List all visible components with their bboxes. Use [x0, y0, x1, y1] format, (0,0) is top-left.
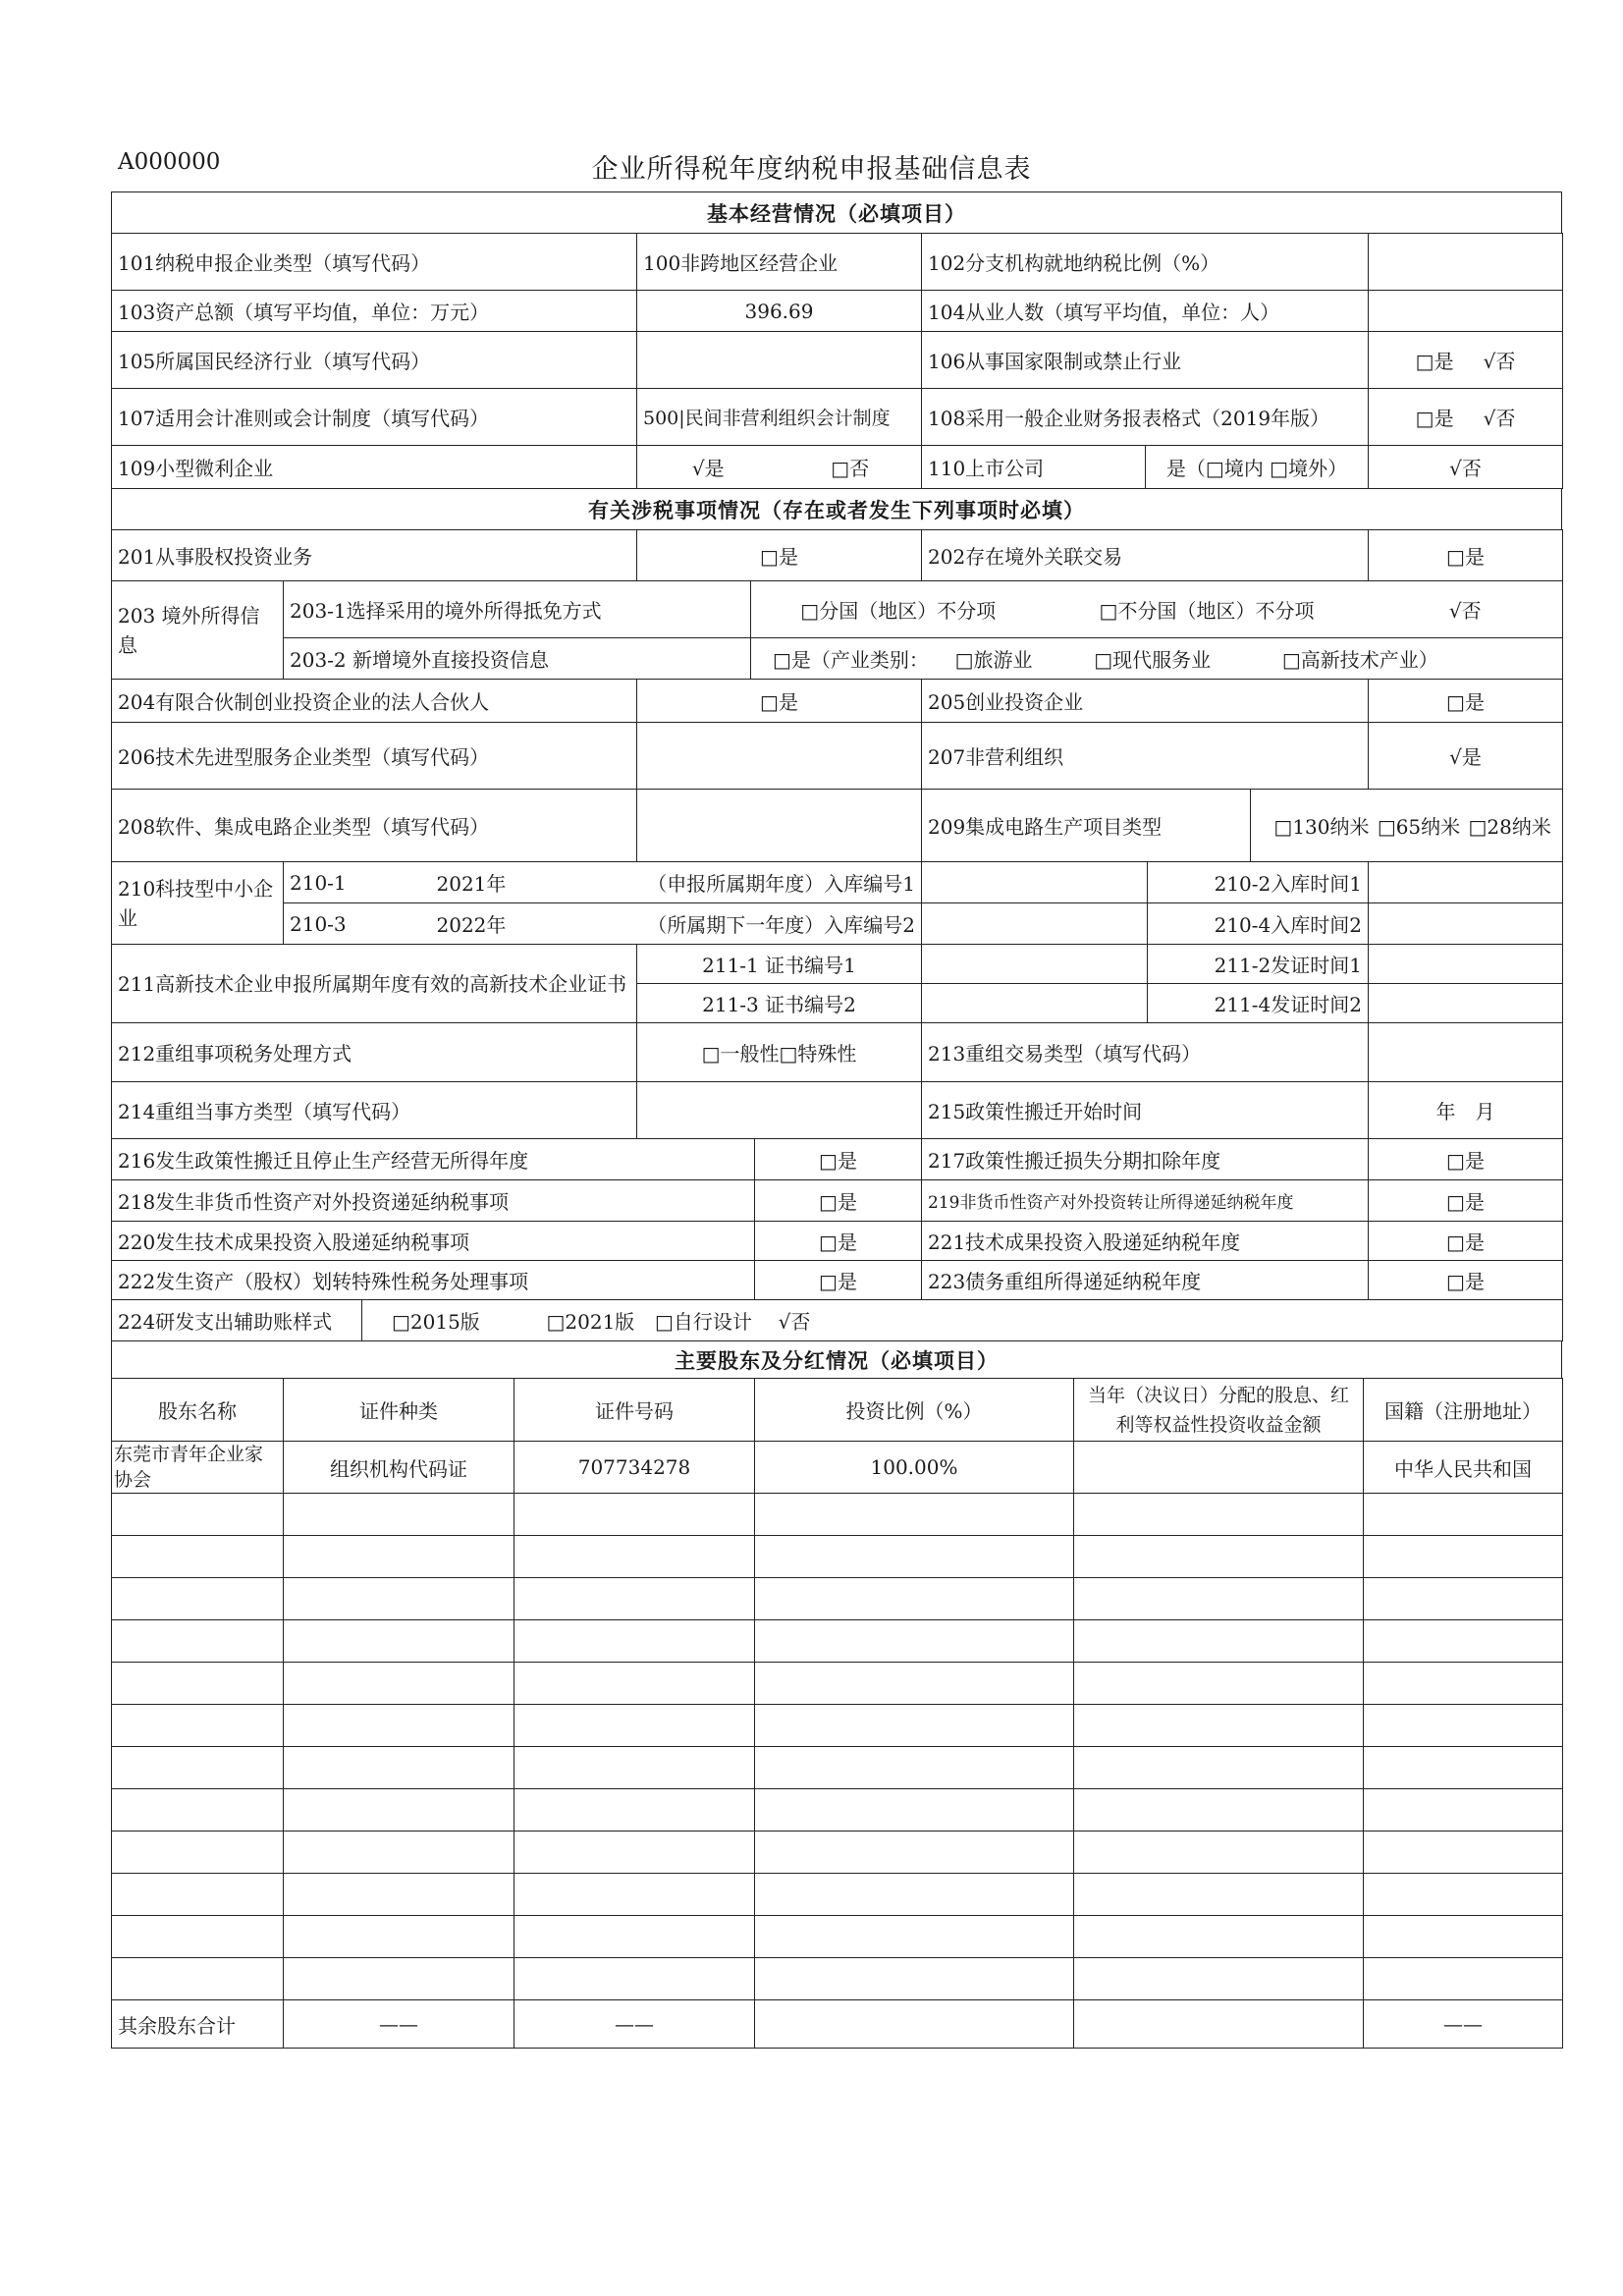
checkbox-not-by-country[interactable]: □不分国（地区）不分项 — [1046, 581, 1369, 638]
section-tax-header — [111, 488, 1562, 530]
field-label: 221技术成果投资入股递延纳税年度 — [922, 1222, 1369, 1261]
field-label: 102分支机构就地纳税比例（%） — [922, 234, 1369, 291]
table-row-empty[interactable] — [112, 1663, 1563, 1705]
checkbox-yes[interactable]: □是 — [637, 680, 922, 723]
column-header: 证件号码 — [514, 1379, 755, 1442]
table-row-empty[interactable] — [112, 1874, 1563, 1916]
field-value[interactable] — [1369, 903, 1563, 945]
row-211 — [111, 944, 1563, 1023]
field-label: 210科技型中小企业 — [112, 862, 284, 945]
field-value[interactable] — [922, 945, 1148, 984]
form-title: 企业所得税年度纳税申报基础信息表 — [591, 154, 1032, 185]
table-row — [112, 1442, 1563, 1494]
field-label: 211-1 证书编号1 — [637, 945, 922, 984]
total-label: 其余股东合计 — [112, 2000, 284, 2049]
field-label: 103资产总额（填写平均值，单位：万元） — [112, 291, 637, 332]
shareholder-name[interactable]: 东莞市青年企业家协会 — [112, 1442, 284, 1494]
field-label: 106从事国家限制或禁止行业 — [922, 332, 1369, 389]
row-107 — [111, 388, 1563, 446]
field-label: 109小型微利企业 — [112, 446, 637, 489]
nationality[interactable]: 中华人民共和国 — [1364, 1442, 1563, 1494]
table-row-empty[interactable] — [112, 1916, 1563, 1958]
field-label: 202存在境外关联交易 — [922, 530, 1369, 581]
checkbox-yes[interactable]: □是 — [755, 1261, 922, 1300]
checkbox-2015[interactable]: □2015版 — [392, 1310, 480, 1334]
checkbox-by-country[interactable]: □分国（地区）不分项 — [751, 581, 1046, 638]
section-basic-header — [111, 191, 1562, 234]
checkbox-yes[interactable]: □是 — [1369, 1222, 1563, 1261]
table-row-empty[interactable] — [112, 1620, 1563, 1663]
field-value[interactable] — [1369, 1023, 1563, 1082]
column-header: 证件种类 — [284, 1379, 514, 1442]
row-224 — [111, 1299, 1563, 1341]
table-row-empty[interactable] — [112, 1958, 1563, 2000]
field-value[interactable] — [922, 862, 1148, 903]
field-label: 212重组事项税务处理方式 — [112, 1023, 637, 1082]
table-row-empty[interactable] — [112, 1831, 1563, 1874]
field-label: （申报所属期年度）入库编号1 — [568, 862, 922, 903]
field-label: 107适用会计准则或会计制度（填写代码） — [112, 389, 637, 446]
field-label: 208软件、集成电路企业类型（填写代码） — [112, 790, 637, 862]
checkbox-yes[interactable]: √是 — [637, 446, 780, 489]
field-label: 220发生技术成果投资入股递延纳税事项 — [112, 1222, 755, 1261]
field-label: （所属期下一年度）入库编号2 — [568, 903, 922, 945]
field-label: 211高新技术企业申报所属期年度有效的高新技术企业证书 — [112, 945, 637, 1023]
form-code: A000000 — [118, 149, 221, 175]
row-212 — [111, 1022, 1563, 1082]
checkbox-self-designed[interactable]: □自行设计 — [655, 1310, 752, 1334]
row-101 — [111, 233, 1563, 291]
table-row-empty[interactable] — [112, 1536, 1563, 1578]
field-value[interactable] — [922, 903, 1148, 945]
total-ratio[interactable] — [755, 2000, 1074, 2049]
field-label: 210-2入库时间1 — [1148, 862, 1369, 903]
field-label: 203-2 新增境外直接投资信息 — [284, 638, 751, 680]
checkbox-tourism[interactable]: □旅游业 — [954, 648, 1033, 672]
field-value[interactable] — [637, 332, 922, 389]
field-value[interactable] — [1369, 291, 1563, 332]
checkbox-no[interactable]: √否 — [1369, 581, 1563, 638]
row-204 — [111, 679, 1563, 723]
field-label: 213重组交易类型（填写代码） — [922, 1023, 1369, 1082]
row-109 — [111, 445, 1563, 489]
field-label: 108采用一般企业财务报表格式（2019年版） — [922, 389, 1369, 446]
field-label: 222发生资产（股权）划转特殊性税务处理事项 — [112, 1261, 755, 1300]
checkbox-yes[interactable]: □是 — [1369, 1180, 1563, 1222]
year-label: 2021年 — [431, 862, 568, 903]
table-row-empty[interactable] — [112, 1705, 1563, 1747]
rows-216-223 — [111, 1138, 1563, 1300]
total-dash: —— — [284, 2000, 514, 2049]
field-label: 214重组当事方类型（填写代码） — [112, 1082, 637, 1139]
field-value[interactable] — [1369, 234, 1563, 291]
field-label: 211-4发证时间2 — [1148, 984, 1369, 1023]
field-label: 223债务重组所得递延纳税年度 — [922, 1261, 1369, 1300]
field-label: 210-4入库时间2 — [1148, 903, 1369, 945]
field-label: 215政策性搬迁开始时间 — [922, 1082, 1369, 1139]
dividend-amount[interactable] — [1074, 1442, 1364, 1494]
field-label: 201从事股权投资业务 — [112, 530, 637, 581]
field-value[interactable] — [637, 723, 922, 790]
field-label: 110上市公司 — [922, 446, 1146, 489]
field-label: 224研发支出辅助账样式 — [112, 1300, 362, 1341]
field-label: 205创业投资企业 — [922, 680, 1369, 723]
checkbox-yes[interactable]: □是 — [637, 530, 922, 581]
field-label: 216发生政策性搬迁且停止生产经营无所得年度 — [112, 1139, 755, 1180]
total-dash: —— — [514, 2000, 755, 2049]
table-row-total — [112, 2000, 1563, 2049]
checkbox-no[interactable]: √否 — [1483, 407, 1516, 430]
section-title: 基本经营情况（必填项目） — [112, 192, 1562, 234]
checkbox-no[interactable]: √否 — [778, 1310, 811, 1334]
checkbox-domestic-foreign[interactable]: 是（□境内 □境外） — [1146, 446, 1369, 489]
section-shareholders-header — [111, 1340, 1562, 1379]
checkbox-yes[interactable]: □是 — [1369, 680, 1563, 723]
checkbox-high-tech[interactable]: □高新技术产业） — [1281, 648, 1438, 672]
field-label: 203-1选择采用的境外所得抵免方式 — [284, 581, 751, 638]
table-row-empty[interactable] — [112, 1747, 1563, 1789]
checkbox-yes[interactable]: □是 — [1369, 530, 1563, 581]
column-header: 国籍（注册地址） — [1364, 1379, 1563, 1442]
checkbox-yes[interactable]: □是 — [755, 1139, 922, 1180]
checkbox-28nm[interactable]: □28纳米 — [1467, 790, 1563, 862]
section-title: 主要股东及分红情况（必填项目） — [112, 1341, 1562, 1379]
field-value[interactable] — [1369, 945, 1563, 984]
checkbox-130nm[interactable]: □130纳米 — [1251, 790, 1372, 862]
investment-ratio[interactable]: 100.00% — [755, 1442, 1074, 1494]
checkbox-modern-service[interactable]: □现代服务业 — [1094, 648, 1212, 672]
field-label: 219非货币性资产对外投资转让所得递延纳税年度 — [922, 1180, 1369, 1222]
checkbox-yes[interactable]: □是 — [755, 1180, 922, 1222]
row-206 — [111, 722, 1563, 790]
field-value[interactable] — [922, 984, 1148, 1023]
id-type[interactable]: 组织机构代码证 — [284, 1442, 514, 1494]
field-label: 204有限合伙制创业投资企业的法人合伙人 — [112, 680, 637, 723]
shareholders-table — [111, 1378, 1563, 2049]
row-201 — [111, 529, 1563, 581]
field-label: 210-3 — [284, 903, 431, 945]
row-105 — [111, 331, 1563, 389]
date-field[interactable]: 年 月 — [1369, 1082, 1563, 1139]
table-row-empty[interactable] — [112, 1578, 1563, 1620]
field-label: 207非营利组织 — [922, 723, 1369, 790]
column-header: 投资比例（%） — [755, 1379, 1074, 1442]
field-label: 104从业人数（填写平均值，单位：人） — [922, 291, 1369, 332]
field-label: 206技术先进型服务企业类型（填写代码） — [112, 723, 637, 790]
checkbox-yes[interactable]: □是 — [1369, 1139, 1563, 1180]
field-label: 209集成电路生产项目类型 — [922, 790, 1251, 862]
id-number[interactable]: 707734278 — [514, 1442, 755, 1494]
total-dash: —— — [1364, 2000, 1563, 2049]
field-label: 203 境外所得信息 — [112, 581, 284, 680]
field-value[interactable]: 396.69 — [637, 291, 922, 332]
row-208 — [111, 789, 1563, 862]
checkbox-yes[interactable]: □是 — [1415, 350, 1454, 373]
checkbox-no[interactable]: □否 — [780, 446, 922, 489]
field-label: 210-1 — [284, 862, 431, 903]
checkbox-yes[interactable]: □是 — [1369, 1261, 1563, 1300]
checkbox-no[interactable]: √否 — [1483, 350, 1516, 373]
checkbox-no[interactable]: √否 — [1369, 446, 1563, 489]
row-203 — [111, 580, 1563, 680]
field-label: 211-2发证时间1 — [1148, 945, 1369, 984]
checkbox-general-special[interactable]: □一般性□特殊性 — [637, 1023, 922, 1082]
checkbox-65nm[interactable]: □65纳米 — [1372, 790, 1467, 862]
field-value[interactable]: 100非跨地区经营企业 — [637, 234, 922, 291]
row-103 — [111, 290, 1563, 332]
field-value[interactable] — [1369, 984, 1563, 1023]
field-label: 217政策性搬迁损失分期扣除年度 — [922, 1139, 1369, 1180]
field-label: 218发生非货币性资产对外投资递延纳税事项 — [112, 1180, 755, 1222]
table-row-empty[interactable] — [112, 1494, 1563, 1536]
field-value[interactable] — [1369, 862, 1563, 903]
field-label: 105所属国民经济行业（填写代码） — [112, 332, 637, 389]
checkbox-yes[interactable]: □是（产业类别： — [773, 648, 929, 672]
table-row-empty[interactable] — [112, 1789, 1563, 1831]
row-214 — [111, 1081, 1563, 1139]
field-value[interactable] — [637, 790, 922, 862]
checkbox-yes[interactable]: □是 — [755, 1222, 922, 1261]
year-label: 2022年 — [431, 903, 568, 945]
section-title: 有关涉税事项情况（存在或者发生下列事项时必填） — [112, 489, 1562, 530]
column-header: 股东名称 — [112, 1379, 284, 1442]
field-value[interactable]: 500|民间非营利组织会计制度 — [637, 389, 922, 446]
field-label: 101纳税申报企业类型（填写代码） — [112, 234, 637, 291]
checkbox-yes[interactable]: □是 — [1415, 407, 1454, 430]
checkbox-yes[interactable]: √是 — [1369, 723, 1563, 790]
column-header: 当年（决议日）分配的股息、红利等权益性投资收益金额 — [1074, 1379, 1364, 1442]
row-210 — [111, 861, 1563, 945]
checkbox-2021[interactable]: □2021版 — [546, 1310, 635, 1334]
total-amount[interactable] — [1074, 2000, 1364, 2049]
field-label: 211-3 证书编号2 — [637, 984, 922, 1023]
field-value[interactable] — [637, 1082, 922, 1139]
